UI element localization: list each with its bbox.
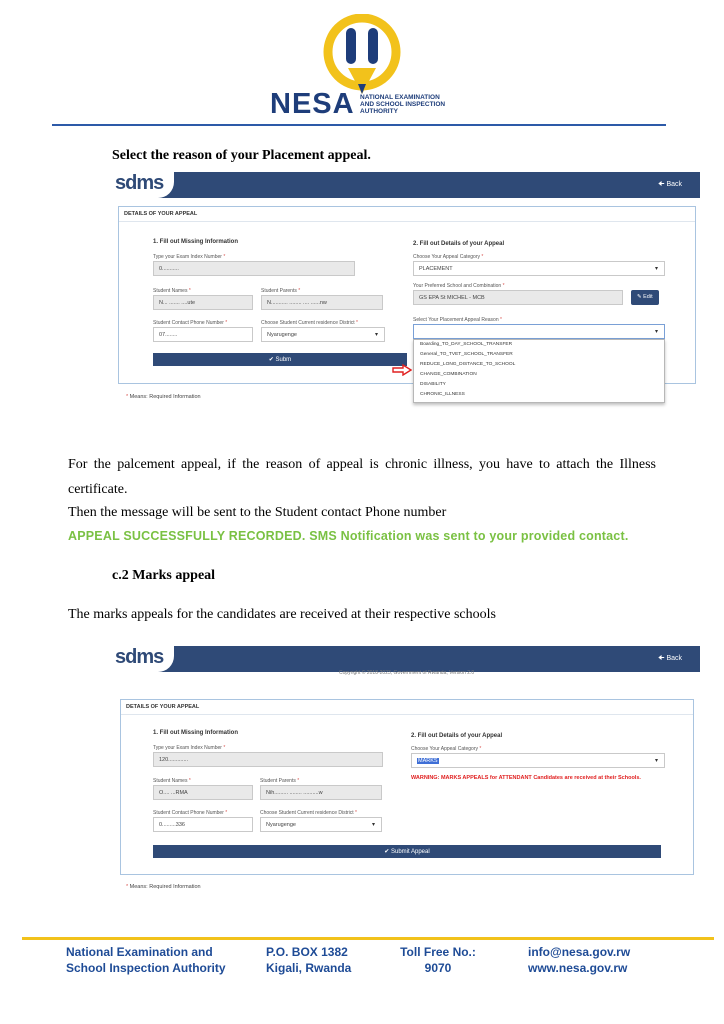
chevron-down-icon: ▾	[654, 266, 658, 272]
nesa-logo	[268, 14, 468, 118]
category-label: Choose Your Appeal Category *	[411, 746, 482, 752]
footer-email[interactable]: info@nesa.gov.rw	[528, 945, 631, 959]
reason-option[interactable]: Boarding_TO_DAY_SCHOOL_TRANSFER	[420, 342, 513, 347]
preferred-school-field[interactable]: GS EPA St MICHEL - MCB	[413, 290, 623, 305]
student-names-field[interactable]: N... ....... ....ute	[153, 295, 253, 310]
student-names-field[interactable]: O.... ...RMA	[153, 785, 253, 800]
student-parents-field[interactable]: Nih......... ........ ..........w	[260, 785, 382, 800]
screenshot-placement-appeal	[112, 172, 700, 404]
submit-appeal-button[interactable]: ✔ Submit Appeal	[153, 845, 661, 858]
arrow-left-icon: 🠈	[657, 655, 665, 662]
sdms-logo: sdms	[112, 646, 174, 672]
reason-option[interactable]: DISABILITY	[420, 382, 446, 387]
section-appeal-details: 2. Fill out Details of your Appeal	[411, 733, 503, 739]
school-label: Your Preferred School and Combination *	[413, 283, 505, 289]
reason-option[interactable]: CHANGE_COMBINATION	[420, 372, 477, 377]
district-label: Choose Student Current residence District *	[260, 810, 357, 816]
chronic-illness-paragraph: For the palcement appeal, if the reason of appeal is chronic illness, you have to attach the Illness certificate.	[68, 457, 656, 497]
sms-paragraph: Then the message will be sent to the Student contact Phone number	[68, 505, 447, 520]
screenshot-marks-appeal	[112, 646, 700, 896]
section-missing-info: 1. Fill out Missing Information	[153, 730, 238, 736]
phone-label: Student Contact Phone Number *	[153, 810, 228, 816]
category-label: Choose Your Appeal Category *	[413, 254, 484, 260]
header-divider	[52, 124, 666, 126]
pencil-icon: ✎	[637, 294, 642, 300]
heading-placement-reason: Select the reason of your Placement appeal.	[112, 148, 371, 163]
sdms-logo: sdms	[112, 172, 174, 198]
chevron-down-icon: ▾	[654, 329, 658, 335]
phone-label: Student Contact Phone Number *	[153, 320, 228, 326]
parents-label: Student Parents *	[260, 778, 300, 784]
phone-number-field[interactable]: 07........	[153, 327, 253, 342]
reason-option[interactable]: REDUCE_LONG_DISTANCE_TO_SCHOOL	[420, 362, 516, 367]
pointer-arrow-icon	[392, 364, 412, 376]
edit-school-button[interactable]: ✎ Edit	[631, 290, 659, 305]
chevron-down-icon: ▾	[374, 332, 378, 338]
chevron-down-icon: ▾	[371, 822, 375, 828]
chevron-down-icon: ▾	[654, 758, 658, 764]
app-topbar	[112, 646, 700, 672]
footer-contact	[528, 944, 630, 976]
required-note: * Means: Required Information	[126, 884, 201, 890]
names-label: Student Names *	[153, 288, 191, 294]
district-label: Choose Student Current residence District *	[261, 320, 358, 326]
footer-org: National Examination and School Inspection Authority	[66, 945, 226, 975]
footer-website[interactable]: www.nesa.gov.rw	[528, 961, 628, 975]
copyright-text: Copyright © 2018-2023, Government of Rwanda, Version 2.0	[339, 670, 475, 676]
check-icon: ✔	[384, 849, 390, 855]
reason-option[interactable]: General_TO_TVET_SCHOOL_TRANSFER	[420, 352, 513, 357]
nesa-subtitle: NATIONAL EXAMINATION AND SCHOOL INSPECTION AUTHORITY	[360, 94, 446, 115]
appeal-reason-select[interactable]	[413, 324, 665, 339]
success-message: APPEAL SUCCESSFULLY RECORDED. SMS Notification was sent to your provided contact.	[68, 529, 629, 543]
reason-label: Select Your Placement Appeal Reason *	[413, 317, 502, 323]
card-title: DETAILS OF YOUR APPEAL	[126, 704, 200, 710]
app-topbar	[112, 172, 700, 198]
appeal-details-card	[120, 699, 694, 875]
appeal-category-select[interactable]: PLACEMENT ▾	[413, 261, 665, 276]
back-button[interactable]: 🠈 Back	[657, 181, 682, 188]
card-title: DETAILS OF YOUR APPEAL	[124, 211, 198, 217]
student-parents-field[interactable]: N........... ........ .... ......nw	[261, 295, 383, 310]
section-missing-info: 1. Fill out Missing Information	[153, 239, 238, 245]
arrow-left-icon: 🠈	[657, 181, 665, 188]
marks-warning: WARNING: MARKS APPEALS for ATTENDANT Candidates are received at their Schools.	[411, 775, 641, 781]
appeal-reason-dropdown	[413, 339, 665, 403]
index-label: Type your Exam Index Number *	[153, 254, 226, 260]
index-number-field[interactable]: 120.............	[153, 752, 383, 767]
check-icon: ✔	[268, 357, 274, 363]
index-number-field[interactable]: 0...........	[153, 261, 355, 276]
heading-marks-appeal: c.2 Marks appeal	[112, 568, 216, 583]
appeal-category-select[interactable]: MARKS ▾	[411, 753, 665, 768]
section-appeal-details: 2. Fill out Details of your Appeal	[413, 241, 505, 247]
nesa-wordmark: NESA	[270, 88, 355, 120]
footer-tollfree: Toll Free No.: 9070	[400, 945, 476, 975]
names-label: Student Names *	[153, 778, 191, 784]
reason-option[interactable]: CHRONIC_ILLNESS	[420, 392, 465, 397]
footer-divider	[22, 937, 714, 940]
district-select[interactable]: Nyarugenge ▾	[260, 817, 382, 832]
marks-paragraph: The marks appeals for the candidates are received at their respective schools	[68, 607, 496, 622]
submit-appeal-button[interactable]: ✔ Subm	[153, 353, 407, 366]
district-select[interactable]: Nyarugenge ▾	[261, 327, 385, 342]
phone-number-field[interactable]: 0.........336	[153, 817, 253, 832]
parents-label: Student Parents *	[261, 288, 301, 294]
footer-address: P.O. BOX 1382 Kigali, Rwanda	[266, 945, 352, 975]
required-note: * Means: Required Information	[126, 394, 201, 400]
index-label: Type your Exam Index Number *	[153, 745, 226, 751]
back-button[interactable]: 🠈 Back	[657, 655, 682, 662]
